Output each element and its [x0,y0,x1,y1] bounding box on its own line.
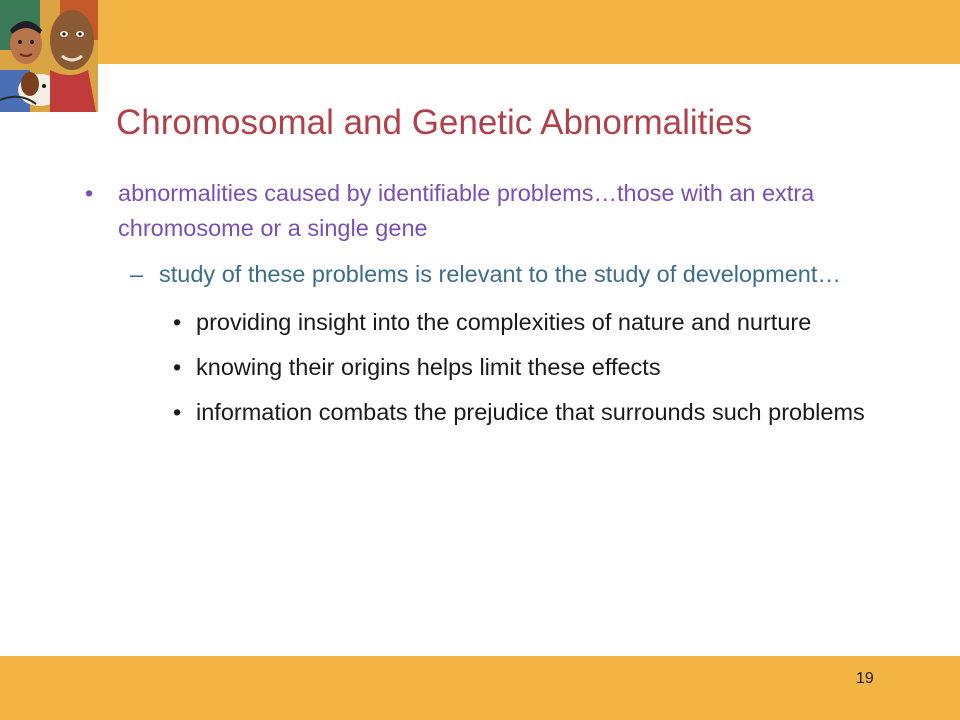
page-number: 19 [856,670,874,687]
bullet-level3-text: providing insight into the complexities of nature and nurture [196,309,812,335]
bullet-marker: • [173,309,182,335]
bullet-marker: • [85,180,94,206]
bullet-level3-text: knowing their origins helps limit these effects [196,354,661,380]
bullet-level3 [80,305,900,340]
bullet-level3 [80,350,900,385]
top-band [0,0,960,64]
bullet-level3-text: information combats the prejudice that surrounds such problems [196,399,865,425]
dash-marker: – [130,261,144,287]
bullet-level3 [80,395,900,430]
slide-title: Chromosomal and Genetic Abnormalities [116,103,753,142]
bullet-level2 [80,257,900,292]
slide-content [80,176,900,430]
bullet-marker: • [173,354,182,380]
bottom-band [0,656,960,720]
family-painting-icon [0,0,98,112]
bullet-level1-text: abnormalities caused by identifiable problems…those with an extra chromosome or a single gene [118,180,815,241]
bullet-level1 [80,176,900,246]
bullet-level2-text: study of these problems is relevant to the study of development… [159,261,841,287]
bullet-marker: • [173,399,182,425]
